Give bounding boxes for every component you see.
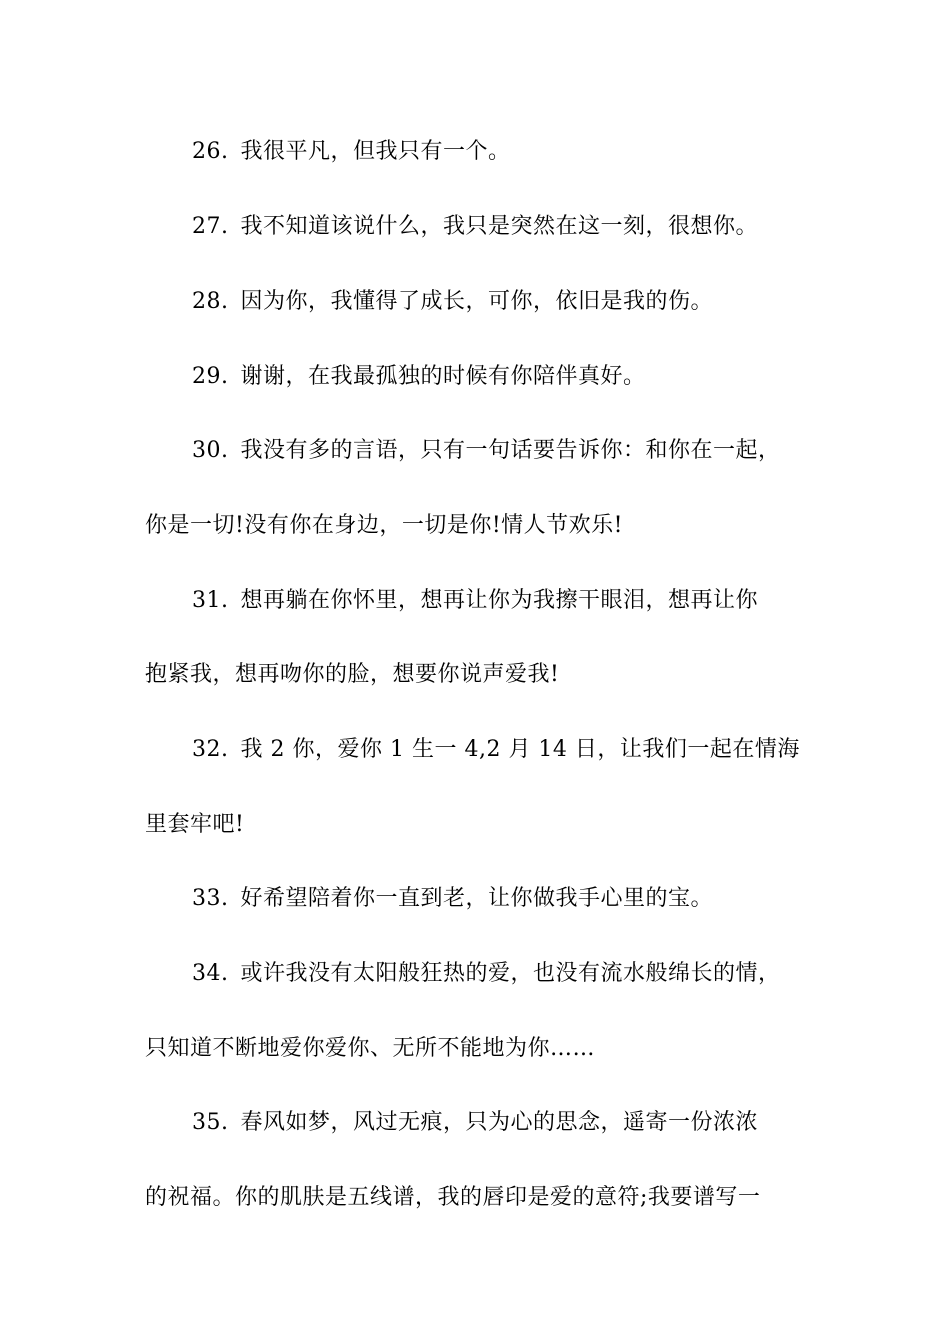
item-29: [192, 362, 882, 392]
item-text: 春风如梦，风过无痕，只为心的思念，遥寄一份浓浓: [240, 1110, 759, 1135]
item-28: [192, 287, 882, 317]
item-34: [192, 959, 882, 989]
item-number: 33.: [192, 886, 229, 911]
item-text: 好希望陪着你一直到老，让你做我手心里的宝。: [240, 886, 714, 911]
item-34-continuation: 只知道不断地爱你爱你、无所不能地为你……: [145, 1036, 596, 1061]
item-35: [192, 1108, 882, 1138]
item-number: 31.: [192, 588, 229, 613]
item-number: 27.: [192, 214, 229, 239]
item-number: 29.: [192, 364, 229, 389]
item-number: 26.: [192, 139, 229, 164]
item-text: 我很平凡，但我只有一个。: [240, 139, 511, 164]
item-number: 30.: [192, 438, 229, 463]
item-31: [192, 586, 882, 616]
item-text: 我不知道该说什么，我只是突然在这一刻，很想你。: [240, 214, 759, 239]
item-27: [192, 212, 882, 242]
item-number: 32.: [192, 737, 229, 762]
item-32-continuation: 里套牢吧!: [145, 812, 245, 837]
item-number: 35.: [192, 1110, 229, 1135]
item-32: [192, 735, 882, 765]
item-number: 34.: [192, 961, 229, 986]
item-text: 想再躺在你怀里，想再让你为我擦干眼泪，想再让你: [240, 588, 759, 613]
item-30-continuation: 你是一切!没有你在身边，一切是你!情人节欢乐!: [145, 513, 624, 538]
item-number: 28.: [192, 289, 229, 314]
item-text: 或许我没有太阳般狂热的爱，也没有流水般绵长的情，: [240, 961, 781, 986]
item-33: [192, 884, 882, 914]
item-text: 我 2 你，爱你 1 生一 4,2 月 14 日，让我们一起在情海: [240, 737, 800, 762]
item-30: [192, 436, 882, 466]
item-35-continuation: 的祝福。你的肌肤是五线谱，我的唇印是爱的意符;我要谱写一: [145, 1185, 761, 1210]
item-26: [192, 137, 882, 167]
item-text: 我没有多的言语，只有一句话要告诉你：和你在一起，: [240, 438, 781, 463]
item-text: 谢谢，在我最孤独的时候有你陪伴真好。: [240, 364, 646, 389]
item-text: 因为你，我懂得了成长，可你，依旧是我的伤。: [240, 289, 714, 314]
item-31-continuation: 抱紧我，想再吻你的脸，想要你说声爱我!: [145, 662, 560, 687]
